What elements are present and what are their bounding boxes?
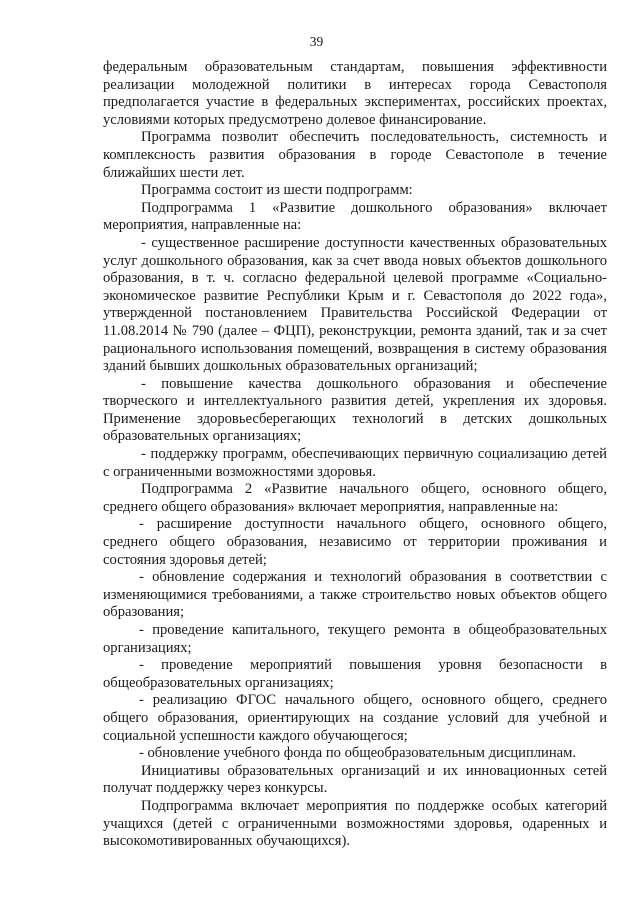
list-item: - обновление учебного фонда по общеобразовательным дисциплинам. <box>139 745 577 762</box>
list-item: - повышение качества дошкольного образования и обеспечение творческого и интеллектуального развития детей, укрепления их здоровья. Применение здоровьесберегающих технологий в детских дошкольных образовательных организациях; <box>103 375 607 445</box>
paragraph: Программа состоит из шести подпрограмм: <box>141 182 413 199</box>
subprogram-heading: Подпрограмма 1 «Развитие дошкольного образования» включает мероприятия, направленные на: <box>103 199 607 234</box>
paragraph: Программа позволит обеспечить последовательность, системность и комплексность развития образования в городе Севастополе в течение ближайших шести лет. <box>103 129 607 181</box>
page-body <box>103 59 607 851</box>
list-item: - поддержку программ, обеспечивающих первичную социализацию детей с ограниченными возможностями здоровья. <box>103 446 607 480</box>
list-item: - реализацию ФГОС начального общего, основного общего, среднего общего образования, ориентирующих на создание условий для учебной и социальной успешности каждого обучающегося; <box>103 692 607 744</box>
list-item: - обновление содержания и технологий образования в соответствии с изменяющимися требованиями, а также строительство новых объектов общего образования; <box>103 569 607 621</box>
paragraph: федеральным образовательным стандартам, повышения эффективности реализации молодежной политики в интересах города Севастополя предполагается участие в федеральных экспериментах, российских проектах, условиями которых предусмотрено долевое финансирование. <box>103 59 607 128</box>
list-item: - проведение мероприятий повышения уровня безопасности в общеобразовательных организациях; <box>103 657 607 691</box>
subprogram-heading: Подпрограмма 2 «Развитие начального общего, основного общего, среднего общего образования» включает мероприятия, направленные на: <box>103 481 607 515</box>
paragraph: Инициативы образовательных организаций и их инновационных сетей получат поддержку через конкурсы. <box>103 762 607 797</box>
list-item: - существенное расширение доступности качественных образовательных услуг дошкольного образования, как за счет ввода новых объектов дошкольного образования, в т. ч. согласно федеральной целевой программе «Социально-экономическое развитие Республики Крым и г. Севастополя до 2022 года», утвержденной постановлением Правительства Российской Федерации от 11.08.2014 № 790 (далее – ФЦП), реконструкции, ремонта зданий, так и за счет рационального использования помещений, возвращения в систему образования зданий бывших дошкольных образовательных организаций; <box>103 234 607 375</box>
page-number: 39 <box>309 34 324 49</box>
list-item: - проведение капитального, текущего ремонта в общеобразовательных организациях; <box>103 622 607 656</box>
list-item: - расширение доступности начального общего, основного общего, среднего общего образования, независимо от территории проживания и состояния здоровья детей; <box>103 516 607 568</box>
paragraph: Подпрограмма включает мероприятия по поддержке особых категорий учащихся (детей с ограниченными возможностями здоровья, одаренных и высокомотивированных обучающихся). <box>103 797 607 850</box>
